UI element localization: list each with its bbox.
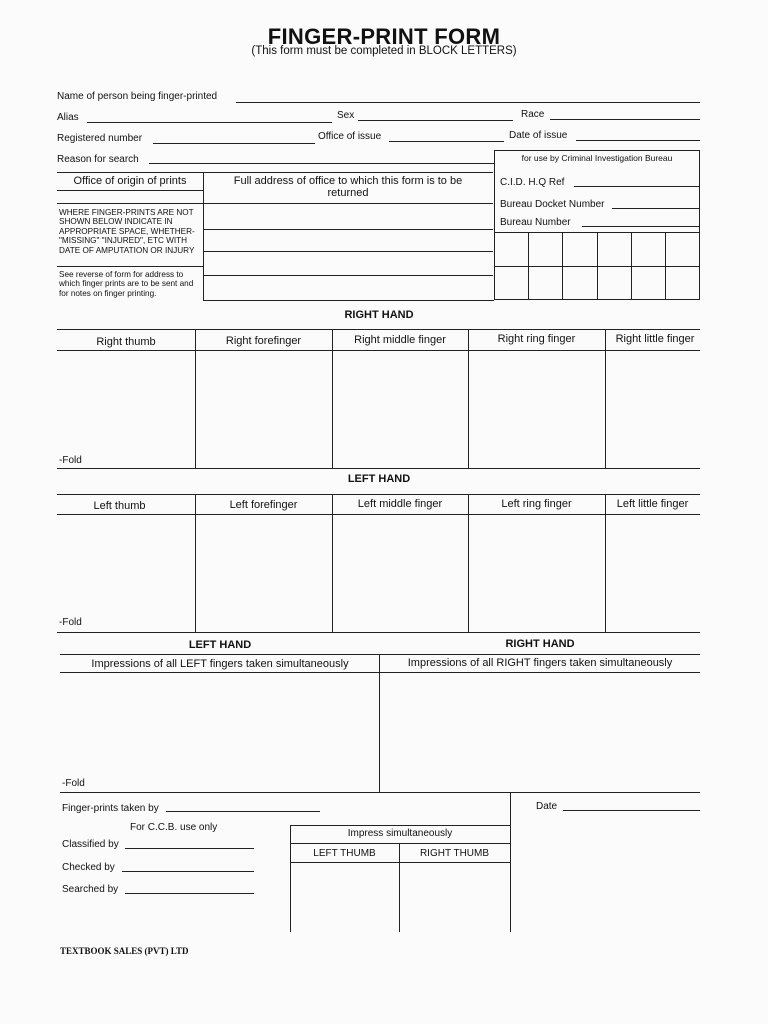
right-thumb-impress-box[interactable]: [400, 863, 509, 932]
searched-by-field[interactable]: [125, 893, 254, 894]
left-middle-finger-label: Left middle finger: [357, 498, 443, 510]
checked-by-field[interactable]: [122, 871, 254, 872]
race-field[interactable]: [550, 119, 700, 120]
full-address-label: Full address of office to which this form is to be returned: [233, 175, 463, 199]
right-forefinger-label: Right forefinger: [225, 335, 302, 347]
classified-by-field[interactable]: [125, 848, 254, 849]
searched-by-label: Searched by: [62, 884, 119, 895]
impress-simultaneously-label: Impress simultaneously: [347, 828, 453, 839]
bureau-docket-label: Bureau Docket Number: [500, 199, 605, 210]
name-label: Name of person being finger-printed: [57, 91, 218, 102]
left-little-finger-label: Left little finger: [616, 498, 689, 510]
office-of-issue-field[interactable]: [389, 141, 504, 142]
left-middle-finger-box[interactable]: [333, 515, 467, 631]
reason-label: Reason for search: [57, 154, 139, 165]
race-label: Race: [521, 109, 545, 120]
bureau-docket-field[interactable]: [612, 208, 700, 209]
left-hand-heading: LEFT HAND: [347, 473, 411, 485]
date-of-issue-field[interactable]: [576, 140, 700, 141]
left-forefinger-box[interactable]: [196, 515, 331, 631]
left-little-finger-box[interactable]: [606, 515, 700, 631]
name-field[interactable]: [236, 102, 700, 103]
date-field[interactable]: [563, 810, 700, 811]
reverse-note: See reverse of form for address to which finger prints are to be sent and for notes on finger printing.: [59, 270, 194, 298]
missing-note: WHERE FINGER-PRINTS ARE NOT SHOWN BELOW INDICATE IN APPROPRIATE SPACE, WHETHER- "MISSING" "INJURED", ETC WITH DATE OF AMPUTATION OR INJURY: [59, 208, 195, 255]
right-thumb-box[interactable]: [57, 351, 194, 467]
date-of-issue-label: Date of issue: [509, 130, 568, 141]
right-thumb-impress-label: RIGHT THUMB: [419, 848, 490, 859]
office-of-origin-label: Office of origin of prints: [73, 175, 187, 187]
form-title: FINGER-PRINT FORM: [267, 24, 501, 49]
sex-label: Sex: [337, 110, 355, 121]
form-subtitle: (This form must be completed in BLOCK LETTERS): [251, 45, 517, 57]
taken-by-label: Finger-prints taken by: [62, 803, 159, 814]
cid-ref-label: C.I.D. H.Q Ref: [500, 177, 565, 188]
sex-field[interactable]: [358, 120, 513, 121]
bureau-number-field[interactable]: [582, 226, 700, 227]
right-little-finger-label: Right little finger: [615, 333, 695, 345]
left-ring-finger-label: Left ring finger: [501, 498, 572, 510]
office-of-issue-label: Office of issue: [318, 131, 382, 142]
right-middle-finger-label: Right middle finger: [354, 334, 446, 346]
ccb-use-label: For C.C.B. use only: [130, 822, 218, 833]
registered-number-field[interactable]: [153, 143, 315, 144]
left-ring-finger-box[interactable]: [469, 515, 604, 631]
right-simultaneous-box[interactable]: [380, 673, 700, 791]
right-simultaneous-label: Impressions of all RIGHT fingers taken simultaneously: [407, 657, 673, 669]
left-thumb-label: Left thumb: [93, 500, 146, 512]
fold-mark-right: -Fold: [59, 455, 82, 466]
right-hand-heading: RIGHT HAND: [344, 309, 414, 321]
simultaneous-left-heading: LEFT HAND: [188, 639, 252, 651]
right-thumb-label: Right thumb: [96, 336, 156, 348]
address-line-3[interactable]: [203, 251, 493, 252]
alias-field[interactable]: [87, 122, 332, 123]
bureau-heading: for use by Criminal Investigation Bureau: [521, 153, 673, 163]
left-forefinger-label: Left forefinger: [229, 499, 298, 511]
registered-number-label: Registered number: [57, 133, 143, 144]
taken-by-field[interactable]: [166, 811, 320, 812]
right-forefinger-box[interactable]: [196, 351, 331, 467]
date-label: Date: [536, 801, 558, 812]
left-thumb-impress-label: LEFT THUMB: [313, 848, 376, 859]
right-ring-finger-label: Right ring finger: [497, 333, 576, 345]
right-ring-finger-box[interactable]: [469, 351, 604, 467]
classified-by-label: Classified by: [62, 839, 119, 850]
alias-label: Alias: [57, 112, 79, 123]
address-line-1[interactable]: [203, 203, 493, 204]
fold-mark-left: -Fold: [59, 617, 82, 628]
left-simultaneous-box[interactable]: [60, 673, 378, 791]
checked-by-label: Checked by: [62, 862, 115, 873]
right-little-finger-box[interactable]: [606, 351, 700, 467]
left-thumb-box[interactable]: [57, 515, 194, 631]
cid-ref-field[interactable]: [574, 186, 700, 187]
address-line-2[interactable]: [203, 229, 493, 230]
left-simultaneous-label: Impressions of all LEFT fingers taken simultaneously: [91, 658, 349, 670]
bureau-number-label: Bureau Number: [500, 217, 571, 228]
publisher-footer: TEXTBOOK SALES (PVT) LTD: [60, 946, 189, 956]
fold-mark-simultaneous: -Fold: [62, 778, 85, 789]
right-middle-finger-box[interactable]: [333, 351, 467, 467]
simultaneous-right-heading: RIGHT HAND: [505, 638, 575, 650]
address-line-4[interactable]: [203, 275, 493, 276]
reason-field[interactable]: [149, 163, 494, 164]
left-thumb-impress-box[interactable]: [291, 863, 398, 932]
